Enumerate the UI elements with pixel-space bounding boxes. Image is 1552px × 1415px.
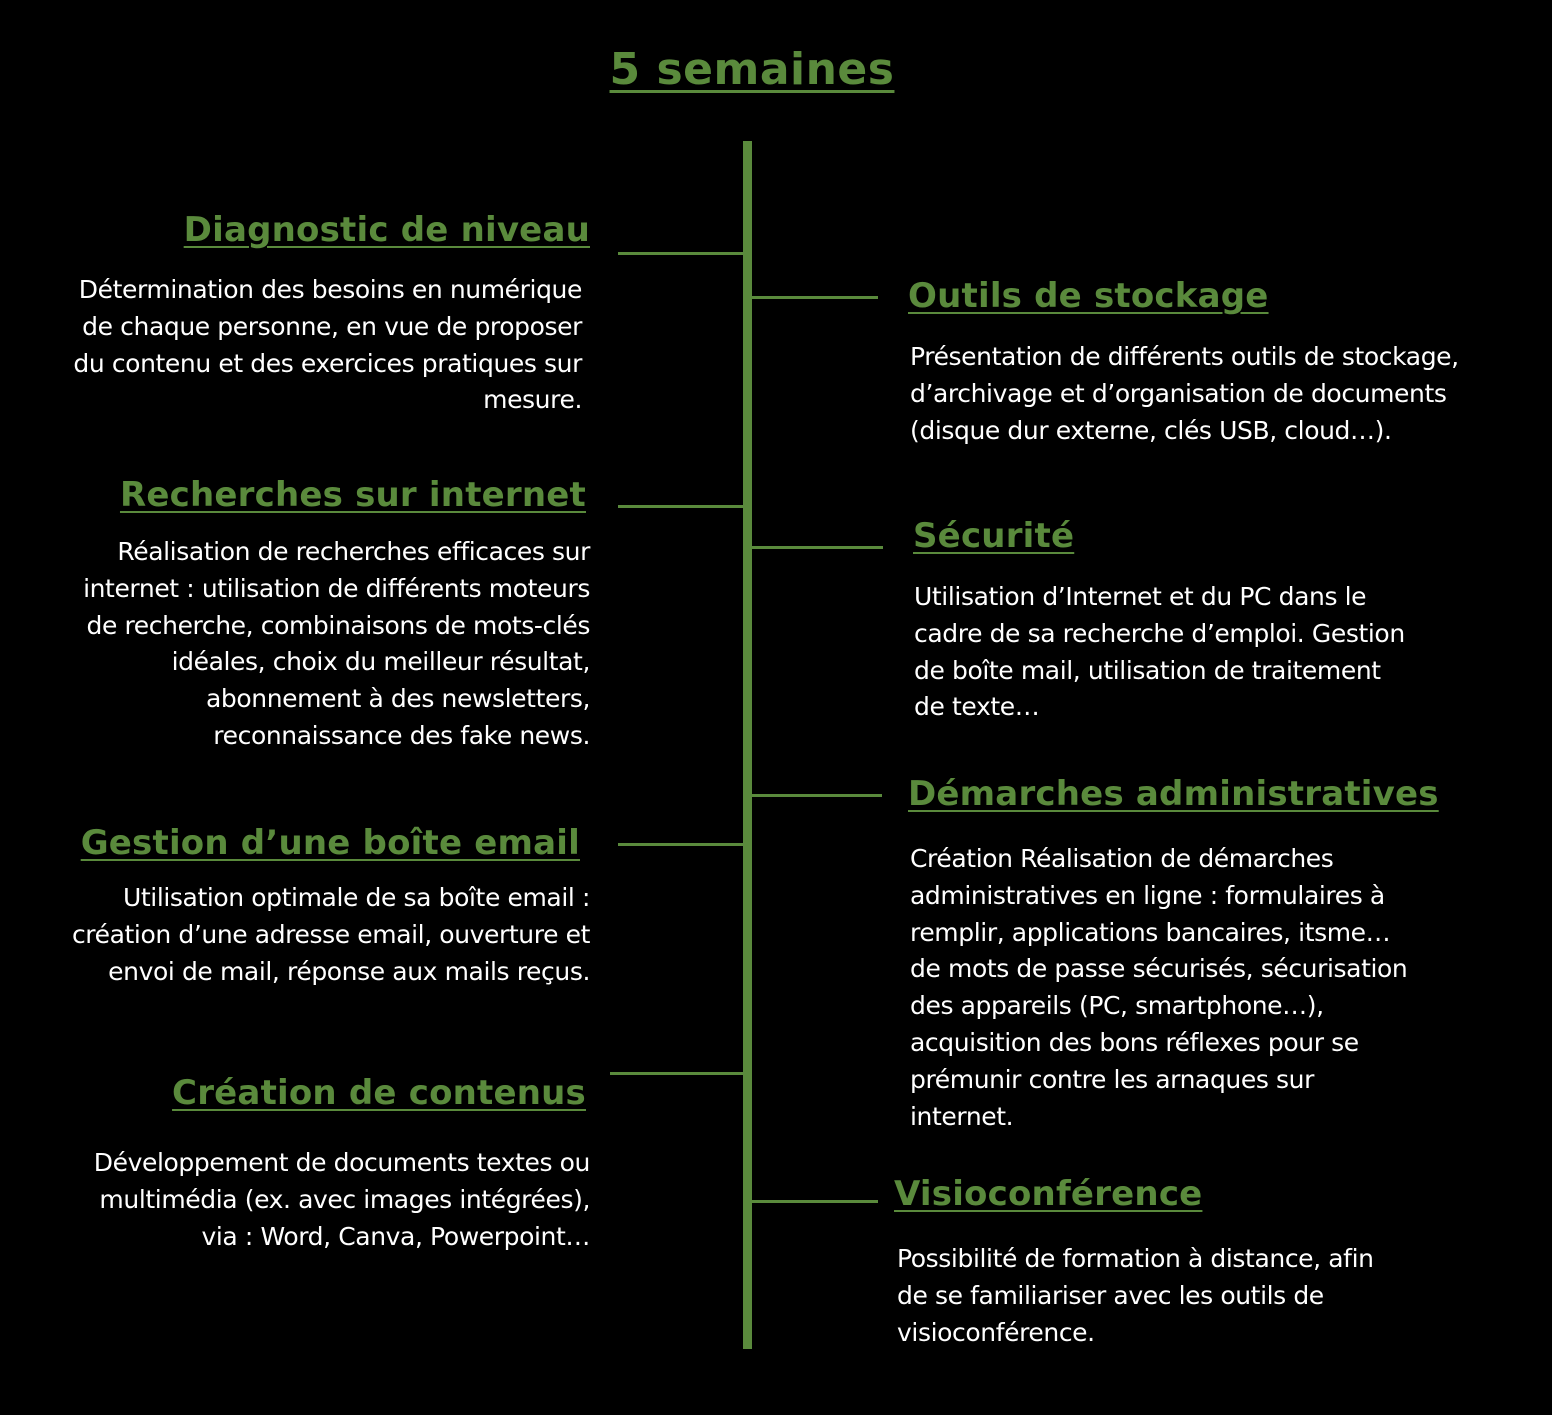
description-line: de chaque personne, en vue de proposer <box>82 311 582 341</box>
step-heading-securite: Sécurité <box>913 516 1075 556</box>
branch-connector-left <box>618 843 744 846</box>
step-description-contenus <box>30 1145 590 1255</box>
description-line: Détermination des besoins en numérique <box>78 275 582 304</box>
description-line: Développement de documents textes ou <box>93 1148 590 1177</box>
description-line: Création Réalisation de démarches <box>910 844 1334 873</box>
step-description-demarches <box>910 841 1530 1135</box>
description-line: visioconférence. <box>897 1317 1095 1347</box>
description-line: abonnement à des newsletters, <box>205 684 590 714</box>
description-line: de texte… <box>914 692 1040 722</box>
description-line: mesure. <box>483 385 582 415</box>
description-line: (disque dur externe, clés USB, cloud…). <box>910 415 1392 445</box>
branch-connector-right <box>752 1200 878 1203</box>
step-description-recherches <box>30 534 590 755</box>
step-heading-stockage: Outils de stockage <box>908 276 1269 316</box>
step-description-visioconference <box>897 1241 1517 1351</box>
step-description-stockage <box>910 339 1530 449</box>
description-line: remplir, applications bancaires, itsme… <box>910 917 1391 947</box>
timeline-title: 5 semaines <box>609 44 895 95</box>
branch-connector-left <box>610 1072 744 1075</box>
description-line: envoi de mail, réponse aux mails reçus. <box>108 956 590 986</box>
description-line: des appareils (PC, smartphone…), <box>910 991 1324 1021</box>
description-line: Présentation de différents outils de stockage, <box>910 342 1459 371</box>
step-heading-diagnostic: Diagnostic de niveau <box>183 210 590 250</box>
description-line: Possibilité de formation à distance, afin <box>897 1244 1374 1273</box>
step-heading-demarches: Démarches administratives <box>908 774 1439 814</box>
step-description-diagnostic <box>22 272 582 419</box>
description-line: via : Word, Canva, Powerpoint… <box>201 1221 590 1251</box>
description-line: Réalisation de recherches efficaces sur <box>117 537 590 566</box>
description-line: création d’une adresse email, ouverture et <box>71 919 590 949</box>
branch-connector-left <box>618 252 744 255</box>
description-line: reconnaissance des fake news. <box>213 720 590 750</box>
description-line: internet : utilisation de différents moteurs <box>83 573 590 603</box>
description-line: de recherche, combinaisons de mots-clés <box>86 610 590 640</box>
step-heading-email: Gestion d’une boîte email <box>80 823 580 863</box>
description-line: du contenu et des exercices pratiques sur <box>73 348 582 378</box>
branch-connector-right <box>752 296 878 299</box>
description-line: Utilisation d’Internet et du PC dans le <box>914 582 1367 611</box>
step-heading-visioconference: Visioconférence <box>894 1174 1203 1214</box>
description-line: de boîte mail, utilisation de traitement <box>914 655 1381 685</box>
description-line: idéales, choix du meilleur résultat, <box>171 647 590 677</box>
description-line: internet. <box>910 1101 1014 1131</box>
branch-connector-right <box>752 546 883 549</box>
description-line: prémunir contre les arnaques sur <box>910 1064 1314 1094</box>
step-heading-recherches: Recherches sur internet <box>119 475 586 515</box>
step-heading-contenus: Création de contenus <box>172 1073 586 1113</box>
description-line: multimédia (ex. avec images intégrées), <box>99 1184 590 1214</box>
branch-connector-left <box>618 505 744 508</box>
description-line: de mots de passe sécurisés, sécurisation <box>910 954 1408 984</box>
branch-connector-right <box>752 794 882 797</box>
step-description-securite <box>914 579 1514 726</box>
description-line: cadre de sa recherche d’emploi. Gestion <box>914 618 1405 648</box>
description-line: d’archivage et d’organisation de documents <box>910 378 1447 408</box>
description-line: acquisition des bons réflexes pour se <box>910 1027 1359 1057</box>
step-description-email <box>30 880 590 990</box>
description-line: Utilisation optimale de sa boîte email : <box>122 883 590 912</box>
timeline-spine <box>743 141 752 1349</box>
description-line: de se familiariser avec les outils de <box>897 1280 1324 1310</box>
description-line: administratives en ligne : formulaires à <box>910 880 1385 910</box>
